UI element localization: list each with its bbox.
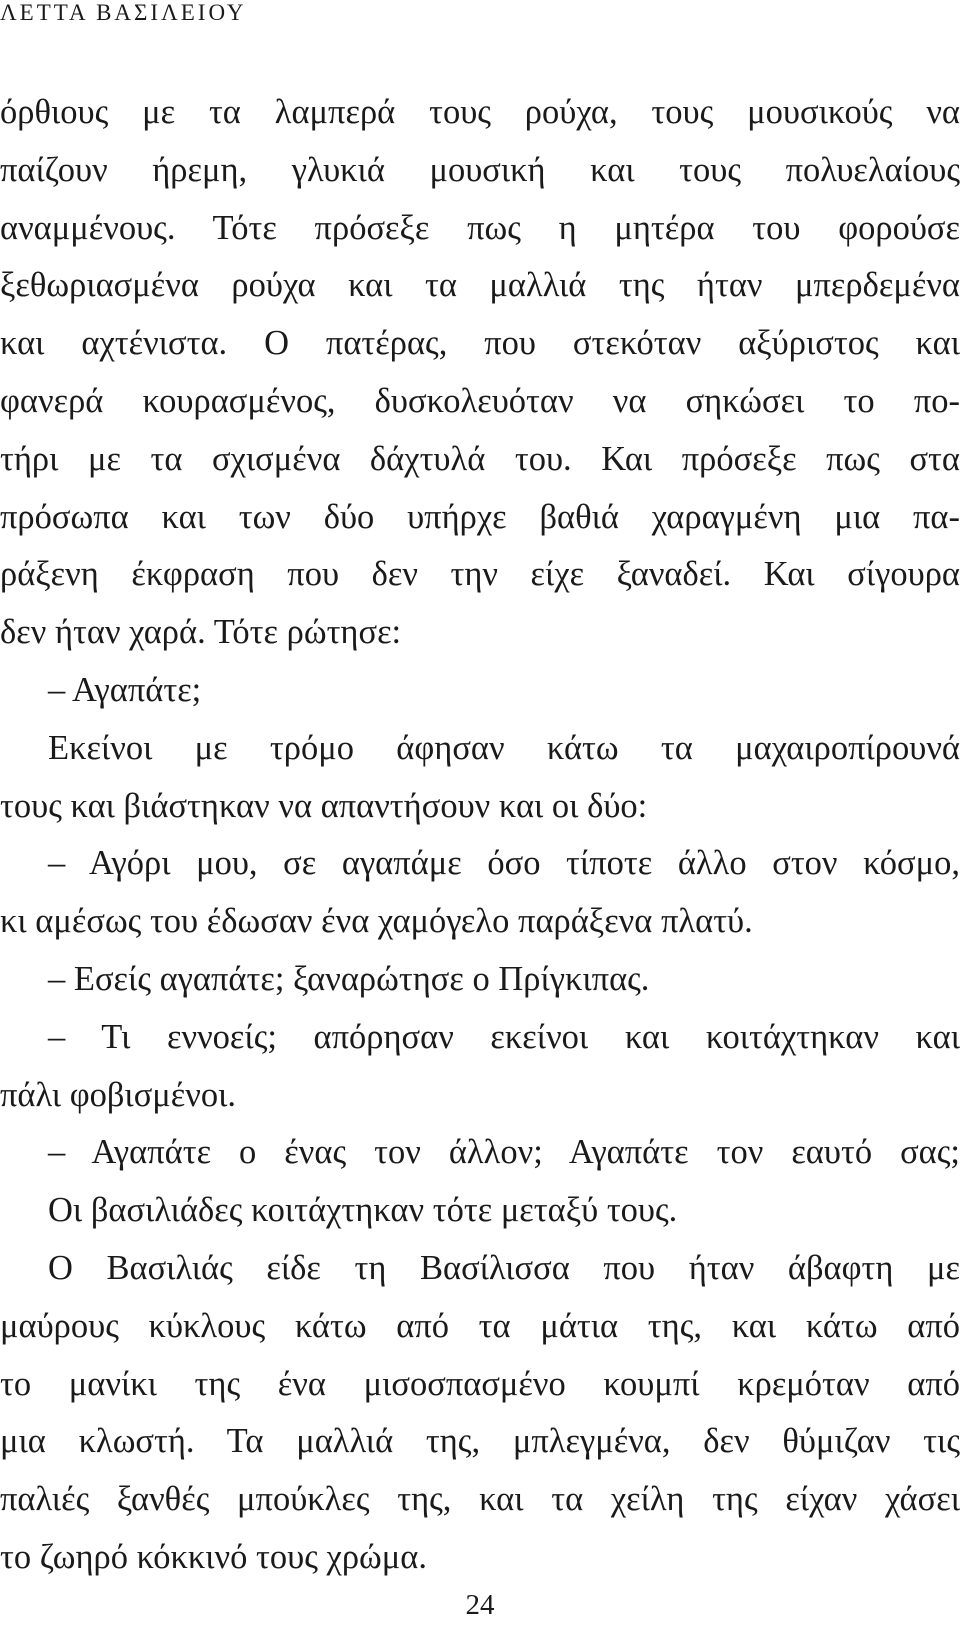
dialogue-line: – Αγόρι μου, σε αγαπάμε όσο τίποτε άλλο στον κόσμο,	[48, 844, 960, 883]
text-line: τους και βιάστηκαν να απαντήσουν και οι δύο:	[0, 786, 648, 825]
text-line: κι αμέσως του έδωσαν ένα χαμόγελο παράξενα πλατύ.	[0, 902, 753, 941]
text-line: δεν ήταν χαρά. Τότε ρώτησε:	[0, 613, 402, 652]
text-line: πάλι φοβισμένοι.	[0, 1075, 237, 1114]
text-line: παίζουν ήρεμη, γλυκιά μουσική και τους πολυελαίους	[0, 150, 960, 189]
text-line: ξεθωριασμένα ρούχα και τα μαλλιά της ήταν μπερδεμένα	[0, 266, 960, 305]
text-line: τήρι με τα σχισμένα δάχτυλά του. Και πρόσεξε πως στα	[0, 439, 960, 478]
text-line: φανερά κουρασμένος, δυσκολευόταν να σηκώσει το πο-	[0, 381, 960, 420]
text-line: αναμμένους. Τότε πρόσεξε πως η μητέρα του φορούσε	[0, 208, 960, 247]
text-line: παλιές ξανθές μπούκλες της, και τα χείλη της είχαν χάσει	[0, 1480, 960, 1519]
body-text	[0, 84, 960, 1587]
running-head: ΛΕΤΤΑ ΒΑΣΙΛΕΙΟΥ	[0, 0, 247, 25]
dialogue-line: – Εσείς αγαπάτε; ξαναρώτησε ο Πρίγκιπας.	[48, 959, 650, 998]
text-line: μια κλωστή. Τα μαλλιά της, μπλεγμένα, δεν θύμιζαν τις	[0, 1422, 960, 1461]
text-line: ράξενη έκφραση που δεν την είχε ξαναδεί. Και σίγουρα	[0, 555, 960, 594]
text-line: πρόσωπα και των δύο υπήρχε βαθιά χαραγμένη μια πα-	[0, 497, 960, 536]
text-line: μαύρους κύκλους κάτω από τα μάτια της, και κάτω από	[0, 1306, 960, 1345]
dialogue-line: – Αγαπάτε;	[48, 670, 202, 709]
text-line: Οι βασιλιάδες κοιτάχτηκαν τότε μεταξύ τους.	[48, 1191, 678, 1230]
text-line: το μανίκι της ένα μισοσπασμένο κουμπί κρεμόταν από	[0, 1364, 960, 1403]
text-line: Ο Βασιλιάς είδε τη Βασίλισσα που ήταν άβαφτη με	[48, 1248, 960, 1287]
text-line: Εκείνοι με τρόμο άφησαν κάτω τα μαχαιροπίρουνά	[48, 728, 960, 767]
dialogue-line: – Αγαπάτε ο ένας τον άλλον; Αγαπάτε τον εαυτό σας;	[48, 1133, 960, 1172]
page-number: 24	[465, 1589, 495, 1621]
text-line: όρθιους με τα λαμπερά τους ρούχα, τους μουσικούς να	[0, 93, 960, 131]
text-line: το ζωηρό κόκκινό τους χρώμα.	[0, 1537, 427, 1576]
dialogue-line: – Τι εννοείς; απόρησαν εκείνοι και κοιτάχτηκαν και	[48, 1017, 960, 1056]
text-line: και αχτένιστα. Ο πατέρας, που στεκόταν αξύριστος και	[0, 324, 960, 363]
